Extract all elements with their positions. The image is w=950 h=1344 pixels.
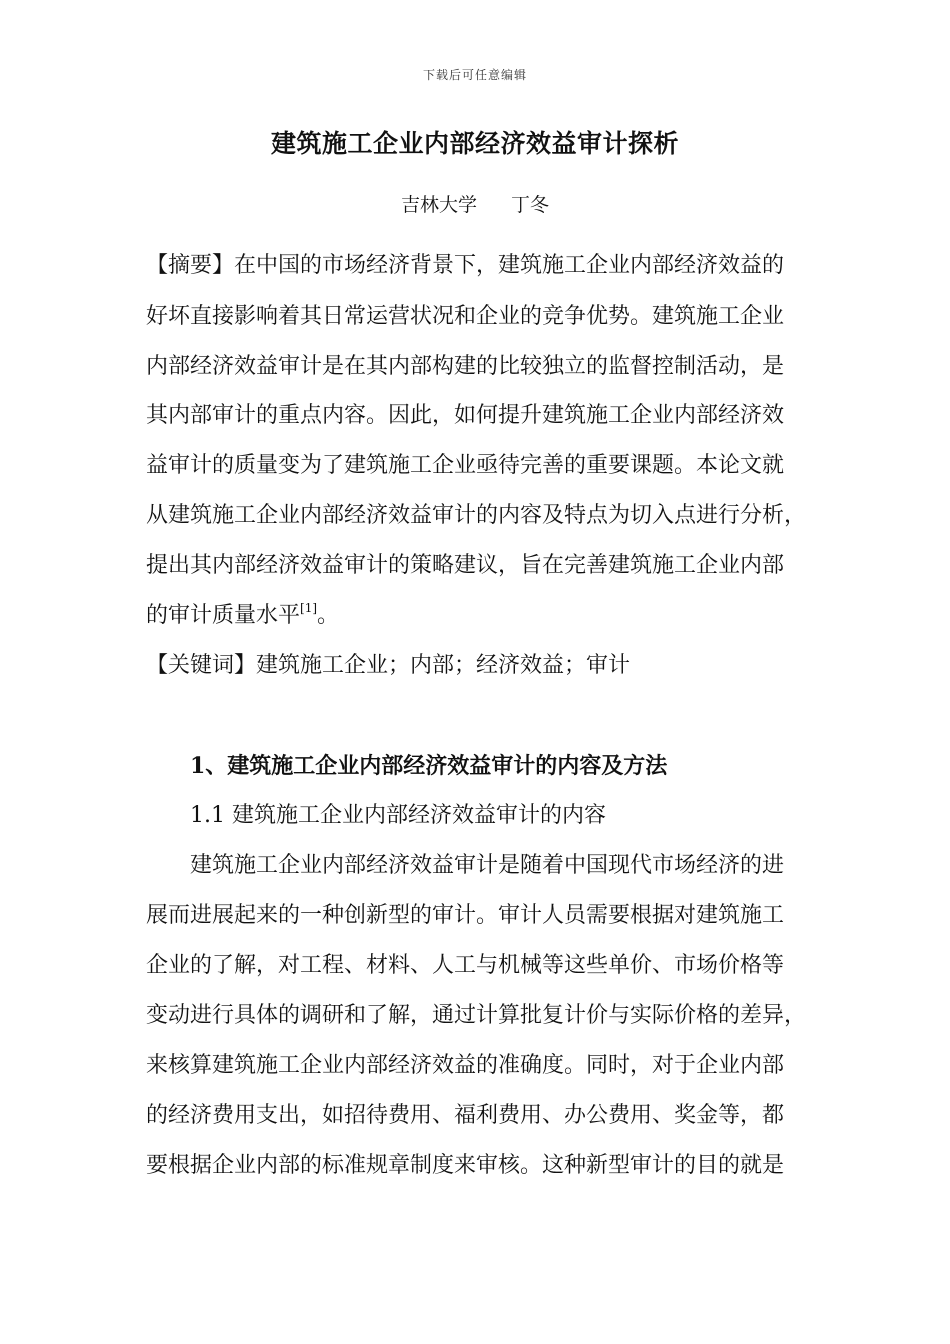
paragraph-line: 来核算建筑施工企业内部经济效益的准确度。同时，对于企业内部 [146,1053,785,1078]
paragraph-line: 的经济费用支出，如招待费用、福利费用、办公费用、奖金等，都 [146,1103,785,1128]
subsection-heading: 1.1 建筑施工企业内部经济效益审计的内容 [190,803,606,828]
abstract-line: 【摘要】在中国的市场经济背景下，建筑施工企业内部经济效益的 [146,253,785,278]
byline [0,190,950,217]
abstract-line: 提出其内部经济效益审计的策略建议，旨在完善建筑施工企业内部 [146,553,785,578]
abstract-line: 内部经济效益审计是在其内部构建的比较独立的监督控制活动，是 [146,354,785,379]
abstract-last-line [146,600,826,632]
paragraph-line: 建筑施工企业内部经济效益审计是随着中国现代市场经济的进 [190,853,785,878]
paragraph-line: 展而进展起来的一种创新型的审计。审计人员需要根据对建筑施工 [146,903,785,928]
paragraph-line: 企业的了解，对工程、材料、人工与机械等这些单价、市场价格等 [146,953,785,978]
abstract-line: 益审计的质量变为了建筑施工企业亟待完善的重要课题。本论文就 [146,453,785,478]
paragraph-line: 变动进行具体的调研和了解，通过计算批复计价与实际价格的差异， [146,1003,807,1028]
citation-marker: [1] [300,601,318,615]
author-affiliation: 吉林大学 [400,194,477,216]
keywords-line: 【关键词】建筑施工企业；内部；经济效益；审计 [146,653,631,678]
abstract-last-end: 。 [317,603,340,628]
document-title: 建筑施工企业内部经济效益审计探析 [270,129,679,158]
section-heading: 1、建筑施工企业内部经济效益审计的内容及方法 [190,753,668,779]
paragraph-line: 要根据企业内部的标准规章制度来审核。这种新型审计的目的就是 [146,1153,785,1178]
header-note: 下载后可任意编辑 [422,68,527,82]
abstract-line: 好坏直接影响着其日常运营状况和企业的竞争优势。建筑施工企业 [146,304,785,329]
author-name: 丁冬 [511,194,550,216]
abstract-line: 其内部审计的重点内容。因此，如何提升建筑施工企业内部经济效 [146,403,785,428]
abstract-last-text: 的审计质量水平 [146,603,301,628]
abstract-line: 从建筑施工企业内部经济效益审计的内容及特点为切入点进行分析， [146,503,807,528]
